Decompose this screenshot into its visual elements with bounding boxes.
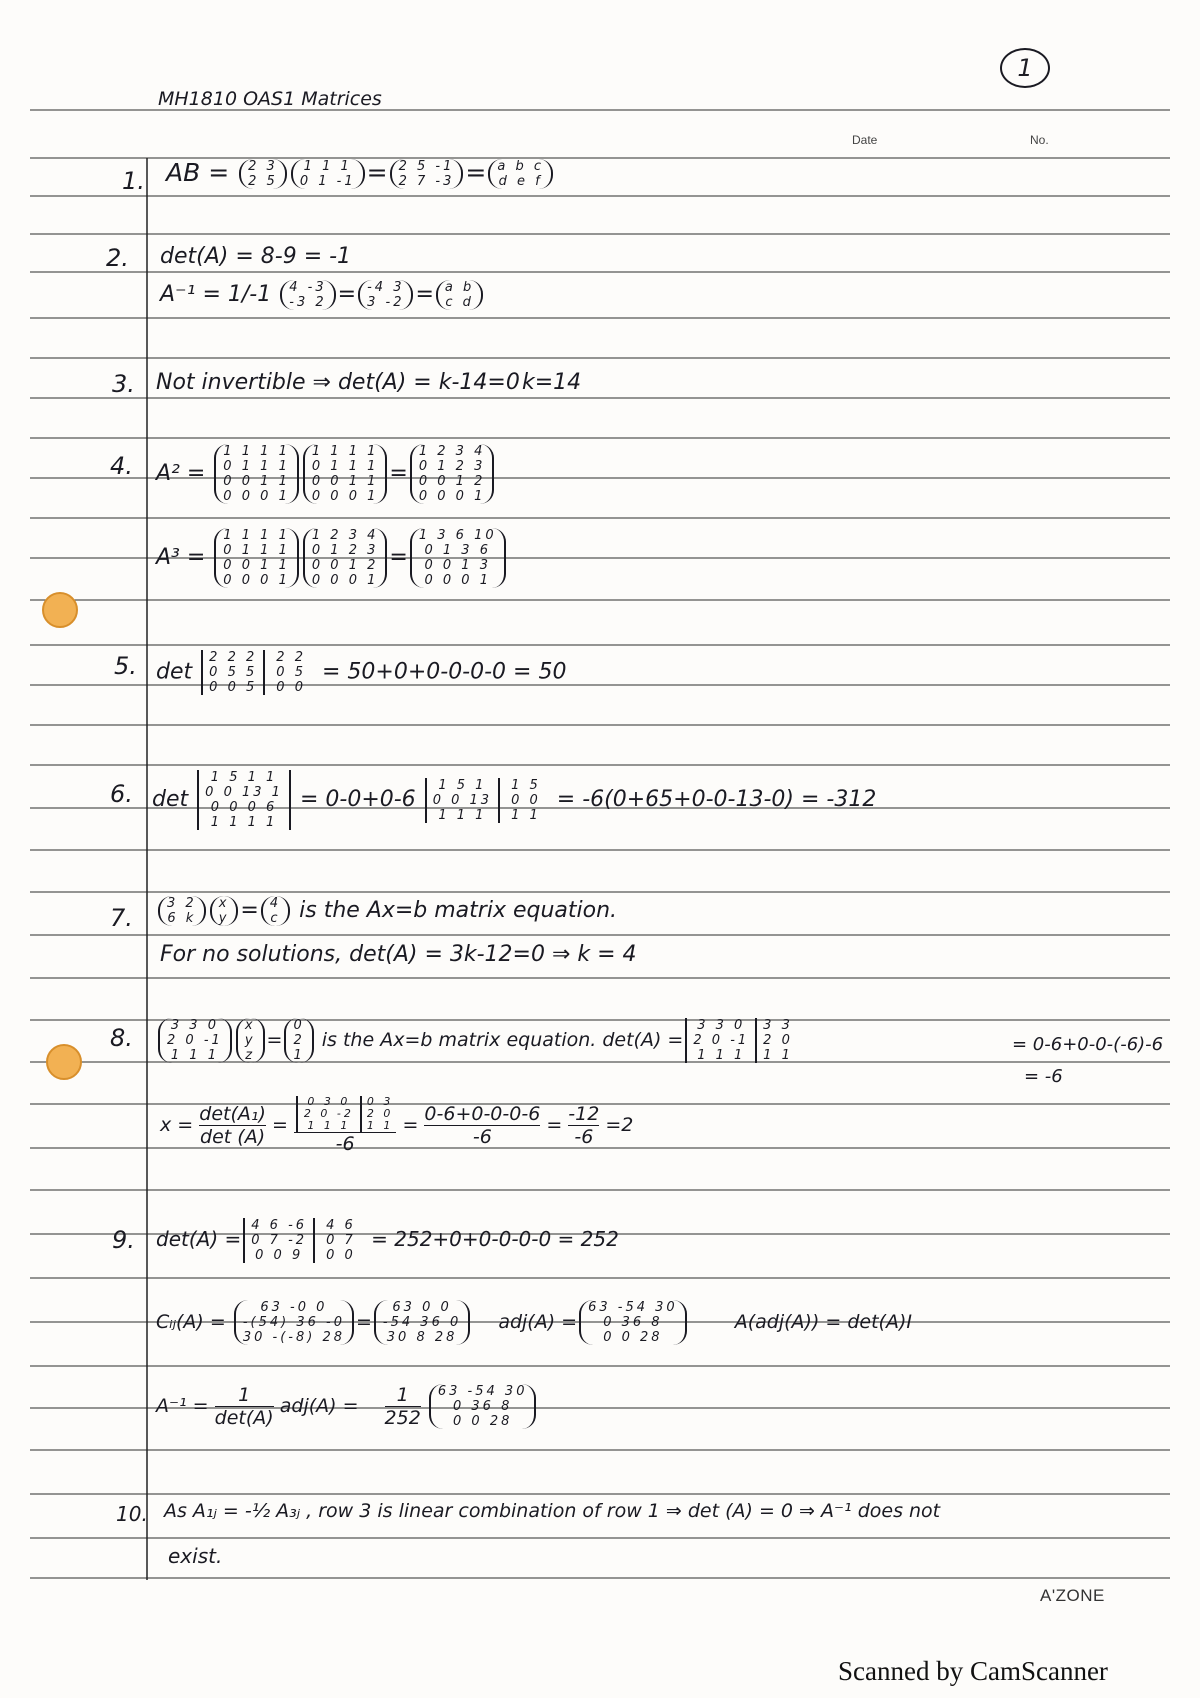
matrix: 1 5 1 1 0 0 13 1 0 0 0 6 1 1 1 1 (197, 770, 291, 830)
page-number: 1 (1000, 48, 1050, 88)
augmented-columns: 4 6 0 7 0 0 (326, 1218, 356, 1263)
matrix-u: 1 1 1 1 0 1 1 1 0 0 1 1 0 0 0 1 (214, 528, 299, 588)
matrix: 4 6 -6 0 7 -2 0 0 9 (243, 1218, 315, 1263)
matrix-a3: 1 3 6 10 0 1 3 6 0 0 1 3 0 0 0 1 (410, 528, 506, 588)
det-matrix: 3 3 0 2 0 -1 1 1 1 (685, 1018, 757, 1063)
problem-number: 4. (110, 452, 133, 480)
cofactor-matrix-simplified: 63 0 0 -54 36 0 30 8 28 (374, 1300, 470, 1345)
problem-6-line: det 1 5 1 1 0 0 13 1 0 0 0 6 1 1 1 1 = 0-0+0-6 1 5 1 0 0 13 1 1 1 1 5 0 0 1 1 = -6(0+65+0-0-13-0) = -312 (152, 770, 877, 830)
problem-9-cofactors: Cᵢⱼ(A) = 63 -0 0 -(54) 36 -0 30 -(-8) 28 = 63 0 0 -54 36 0 30 8 28 adj(A) = 63 -54 30 0 36 8 0 0 28 A(adj(A)) = det(A)I (156, 1300, 912, 1345)
problem-number: 2. (106, 244, 129, 272)
scanner-watermark: Scanned by CamScanner (838, 1656, 1108, 1686)
problem-5-line: det 2 2 2 0 5 5 0 0 5 2 2 0 5 0 0 = 50+0+0-0-0-0 = 50 (156, 650, 567, 695)
problem-number: 3. (112, 370, 135, 398)
problem-8-cramer: x = det(A₁) det (A) = 0 3 0 2 0 -2 1 1 1 0 3 2 0 1 1 -6 = $\frac{0-6+0-0-0-6}{-6}$ = $\frac{-12}{-6}$ =2 (160, 1095, 634, 1155)
matrix-x: 0 3 0 2 0 -2 1 1 1 (296, 1096, 362, 1132)
problem-number: 7. (110, 904, 133, 932)
fraction: 1 det(A) (214, 1384, 274, 1429)
matrix: 4 -3 -3 2 (280, 280, 335, 310)
punch-hole-bottom (46, 1044, 82, 1080)
matrix: 2 2 2 0 5 5 0 0 5 (201, 650, 265, 695)
fraction: $\frac{0-6+0-0-0-6}{-6}$ (424, 1103, 541, 1148)
det-final: = -6 (1024, 1066, 1063, 1087)
inverse-matrix: 63 -54 30 0 36 8 0 0 28 (429, 1384, 537, 1429)
matrix: 3 3 0 2 0 -1 1 1 1 (158, 1018, 232, 1063)
matrix: a b c d (436, 280, 483, 310)
matrix-u: 1 1 1 1 0 1 1 1 0 0 1 1 0 0 0 1 (214, 444, 299, 504)
problem-2-line-1: det(A) = 8-9 = -1 (160, 244, 352, 269)
augmented-columns: 2 2 0 5 0 0 (276, 650, 306, 695)
problem-9-inverse: A⁻¹ = 1 det(A) adj(A) = $\frac{1}{252}$ 63 -54 30 0 36 8 0 0 28 (156, 1384, 538, 1429)
matrix-a2: 1 2 3 4 0 1 2 3 0 0 1 2 0 0 0 1 (410, 444, 495, 504)
problem-3-answer: k=14 (522, 370, 582, 395)
problem-8-line-1: 3 3 0 2 0 -1 1 1 1 x y z = 0 2 1 is the Ax=b matrix equation. det(A) = 3 3 0 2 0 -1 1 1 1 3 3 2 0 1 1 (156, 1018, 797, 1063)
problem-number: 5. (114, 652, 137, 680)
brand-logo: A'ZONE (1040, 1586, 1105, 1605)
problem-7-line-1: 3 2 6 k x y = 4 c is the Ax=b matrix equation. (156, 896, 617, 926)
problem-number: 6. (110, 780, 133, 808)
fraction: $\frac{-12}{-6}$ (568, 1103, 600, 1148)
page-title: MH1810 OAS1 Matrices (158, 88, 382, 110)
punch-hole-top (42, 592, 78, 628)
augmented-columns: 1 5 0 0 1 1 (511, 777, 541, 823)
problem-1-line (166, 158, 555, 189)
cofactor-matrix: 63 -0 0 -(54) 36 -0 30 -(-8) 28 (234, 1300, 354, 1345)
minor-matrix: 1 5 1 0 0 13 1 1 1 (425, 778, 500, 823)
vector: 0 2 1 (284, 1018, 313, 1063)
problem-9-det: det(A) = 4 6 -6 0 7 -2 0 0 9 4 6 0 7 0 0 = 252+0+0-0-0-0 = 252 (156, 1218, 619, 1263)
fraction: det(A₁) det (A) (199, 1103, 266, 1148)
augmented-columns: 3 3 2 0 1 1 (763, 1018, 793, 1063)
determinant-result: = -6(0+65+0-0-13-0) = -312 (556, 787, 877, 812)
matrix-b: 1 1 1 0 1 -1 (291, 159, 365, 189)
fraction: 0 3 0 2 0 -2 1 1 1 0 3 2 0 1 1 -6 (294, 1096, 396, 1155)
problem-2-line-2: A⁻¹ = 1/-1 4 -3 -3 2 = -4 3 3 -2 = a b c d (160, 280, 485, 310)
determinant-result: = 50+0+0-0-0-0 = 50 (321, 659, 567, 685)
problem-7-line-2: For no solutions, det(A) = 3k-12=0 ⇒ k = 4 (160, 942, 637, 967)
vector: x y z (236, 1018, 265, 1063)
determinant-result: = 252+0+0-0-0-0 = 252 (371, 1227, 619, 1251)
det-result: = 0-6+0-0-(-6)-6 (1012, 1034, 1164, 1055)
problem-1-prefix: AB = (166, 158, 230, 187)
equals-sign: = (366, 158, 388, 187)
problem-number: 1. (122, 167, 145, 195)
date-label: Date (852, 133, 878, 147)
problem-number: 9. (112, 1226, 135, 1254)
problem-number: 8. (110, 1024, 133, 1052)
no-label: No. (1030, 133, 1049, 147)
matrix: -4 3 3 -2 (358, 280, 413, 310)
problem-3-line: Not invertible ⇒ det(A) = k-14=0 (156, 370, 520, 395)
vector: 4 c (261, 896, 290, 926)
equals-sign: = (465, 158, 487, 187)
problem-10-line-1: As A₁ⱼ = -½ A₃ⱼ , row 3 is linear combination of row 1 ⇒ det (A) = 0 ⇒ A⁻¹ does not (164, 1500, 941, 1522)
augmented-columns: 0 3 2 0 1 1 (366, 1095, 394, 1132)
problem-4-a3: A³ = 1 1 1 1 0 1 1 1 0 0 1 1 0 0 0 1 1 2 3 4 0 1 2 3 0 0 1 2 0 0 0 1 = 1 3 6 10 0 1 3 6 0 0 1 3 0 0 0 1 (156, 528, 508, 588)
matrix-a: 2 3 2 5 (239, 159, 287, 189)
vector: x y (210, 896, 239, 926)
matrix-a2: 1 2 3 4 0 1 2 3 0 0 1 2 0 0 0 1 (303, 528, 388, 588)
adjugate-matrix: 63 -54 30 0 36 8 0 0 28 (579, 1300, 687, 1345)
matrix-letters: a b c d e f (488, 159, 553, 189)
problem-10-line-2: exist. (168, 1544, 223, 1568)
problem-4-a2: A² = 1 1 1 1 0 1 1 1 0 0 1 1 0 0 0 1 1 1 1 1 0 1 1 1 0 0 1 1 0 0 0 1 = 1 2 3 4 0 1 2 3 0 0 1 2 0 0 0 1 (156, 444, 496, 504)
problem-number: 10. (116, 1502, 148, 1526)
matrix-u: 1 1 1 1 0 1 1 1 0 0 1 1 0 0 0 1 (303, 444, 388, 504)
fraction: $\frac{1}{252}$ (384, 1384, 421, 1429)
matrix: 3 2 6 k (158, 896, 206, 926)
matrix-product: 2 5 -1 2 7 -3 (390, 159, 464, 189)
